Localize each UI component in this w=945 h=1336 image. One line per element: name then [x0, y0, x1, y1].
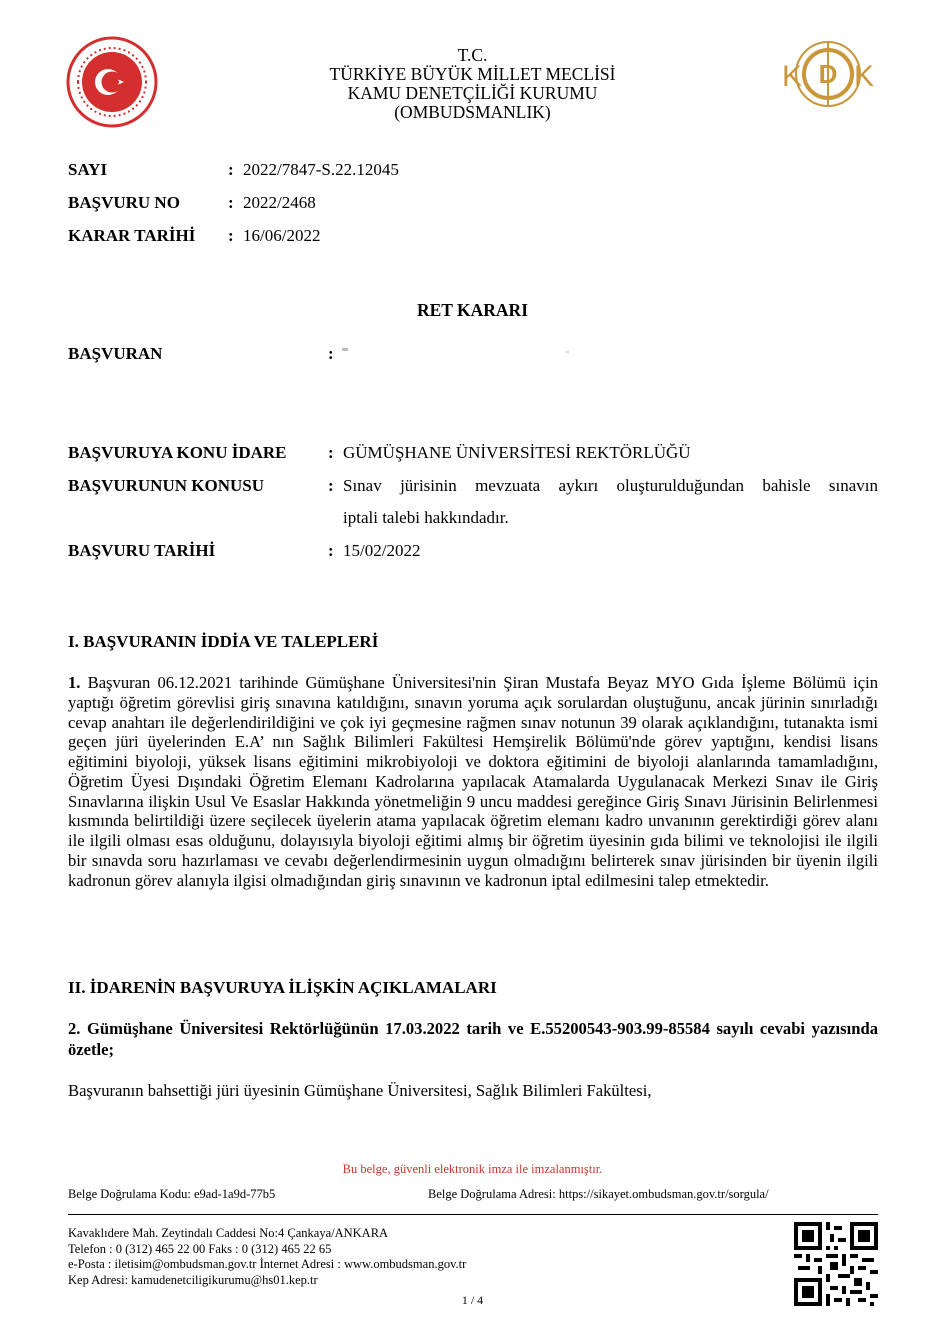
tarih-value: 15/02/2022: [343, 541, 421, 560]
footer-divider: [68, 1214, 878, 1215]
basvuran-label: BAŞVURAN: [68, 344, 163, 363]
svg-text:K: K: [854, 60, 875, 93]
idare-value: GÜMÜŞHANE ÜNİVERSİTESİ REKTÖRLÜĞÜ: [343, 443, 691, 462]
tarih-label: BAŞVURU TARİHİ: [68, 541, 216, 560]
colon: :: [228, 160, 234, 179]
colon: :: [328, 344, 334, 363]
section2-bold-paragraph: 2. Gümüşhane Üniversitesi Rektörlüğünün 17.03.2022 tarih ve E.55200543-903.99-85584 sayılı cevabi yazısında özetle;: [68, 1019, 878, 1059]
header-line-ombudsman: (OMBUDSMANLIK): [394, 102, 551, 122]
kep-line: Kep Adresi: kamudenetciligikurumu@hs01.kep.tr: [68, 1272, 318, 1287]
decision-title: RET KARARI: [416, 300, 528, 320]
email-web-line: e-Posta : iletisim@ombudsman.gov.tr İnternet Adresi : www.ombudsman.gov.tr: [68, 1257, 467, 1271]
colon: :: [228, 193, 234, 212]
section2-text: Başvuranın bahsettiği jüri üyesinin Gümüşhane Üniversitesi, Sağlık Bilimleri Fakültesi,: [68, 1081, 652, 1100]
paragraph-number: 1.: [68, 673, 81, 692]
meta-sayi: [68, 160, 399, 180]
e-signature-note: Bu belge, güvenli elektronik imza ile imzalanmıştır.: [342, 1162, 603, 1176]
verification-code: Belge Doğrulama Kodu: e9ad-1a9d-77b5: [68, 1187, 276, 1201]
konu-value-line2: iptali talebi hakkındadır.: [343, 508, 509, 527]
colon: :: [328, 476, 334, 495]
sayi-label: SAYI: [68, 160, 108, 179]
section1-paragraph: [68, 673, 878, 890]
colon: :: [328, 541, 334, 560]
section1-text: Başvuran 06.12.2021 tarihinde Gümüşhane Üniversitesi'nin Şiran Mustafa Beyaz MYO Gıda İşleme Bölümü için yaptığı öğretim görevlisi giriş sınavına katıldığını, sınavın yoruma açık sorulardan oluştuğunu, ancak jürinin sınırladığı cevap anahtarı ile değerlendirildiğini ve çok iyi geçmesine rağmen sınav notunun 39 olarak açıklandığını, tutanakta ismi geçen jüri üyelerinden E.A’ nın Sağlık Bilimleri Fakültesi Hemşirelik Bölümü'nde görev yaptığını, kendisi lisans eğitimini biyoloji, yüksek lisans eğitimini mikrobiyoloji ve doktora eğitimini de biyoloji alanlarında tamamladığını, Öğretim Üyesi Dışındaki Öğretim Elemanı Kadrolarına yapılacak Atamalarda Uygulanacak Merkezi Sınav ile Giriş Sınavlarına ilişkin Usul Ve Esaslar Hakkında yönetmeliğin 9 uncu maddesi gereğince Giriş Sınavı Jürisinin Belirlenmesi kısmında belirtildiği üzere seçilecek üyelerin atama yapılacak öğretim elemanı kadro unvanının gerektirdiği görev alanı ile ilgili olması esas olduğunu, dolayısıyla biyoloji eğitimi almış bir öğretim üyesinin gıda bilimi ve teknolojisi ile ilgili bir sınavda soru hazırlaması ve cevabı değerlendirmesinin uygun olmadığını belirterek sınav jürisinden bir üyenin ilgili kadronun görev alanıyla ilgisi olmadığından giriş sınavının ve kadronun iptal edilmesini talep etmektedir.: [68, 673, 878, 890]
header-line-kdk: KAMU DENETÇİLİĞİ KURUMU: [347, 83, 598, 103]
colon: :: [228, 226, 234, 245]
karar-tarihi-value: 16/06/2022: [243, 226, 321, 245]
meta-basvuru-no: [68, 193, 316, 213]
basvuru-no-value: 2022/2468: [243, 193, 316, 212]
karar-tarihi-label: KARAR TARİHİ: [68, 226, 196, 245]
kdk-logo: [774, 34, 882, 118]
verification-address: Belge Doğrulama Adresi: https://sikayet.ombudsman.gov.tr/sorgula/: [428, 1187, 769, 1201]
header-line-tc: T.C.: [457, 45, 488, 65]
section1-heading: I. BAŞVURANIN İDDİA VE TALEPLERİ: [68, 632, 379, 651]
contact-address-block: [68, 1226, 466, 1288]
phone-fax-line: Telefon : 0 (312) 465 22 00 Faks : 0 (312) 465 22 65: [68, 1241, 332, 1256]
institution-header: [260, 46, 685, 122]
meta-karar-tarihi: [68, 226, 320, 246]
basvuru-no-label: BAŞVURU NO: [68, 193, 180, 212]
section2-heading: II. İDARENİN BAŞVURUYA İLİŞKİN AÇIKLAMALARI: [68, 978, 497, 997]
konu-label: BAŞVURUNUN KONUSU: [68, 476, 264, 495]
tbmm-seal-logo: [66, 36, 158, 128]
konu-value-line1: Sınav jürisinin mevzuata aykırı oluşturulduğundan bahisle sınavın: [343, 476, 878, 495]
sayi-value: 2022/7847-S.22.12045: [243, 160, 399, 179]
address-line: Kavaklıdere Mah. Zeytindalı Caddesi No:4 Çankaya/ANKARA: [68, 1226, 389, 1240]
svg-text:D: D: [818, 59, 838, 89]
header-line-tbmm: TÜRKİYE BÜYÜK MİLLET MECLİSİ: [329, 64, 616, 84]
redacted-name: [342, 342, 572, 350]
colon: :: [328, 443, 334, 462]
svg-text:K: K: [782, 60, 803, 93]
idare-label: BAŞVURUYA KONU İDARE: [68, 443, 287, 462]
page-number: 1 / 4: [461, 1293, 484, 1307]
